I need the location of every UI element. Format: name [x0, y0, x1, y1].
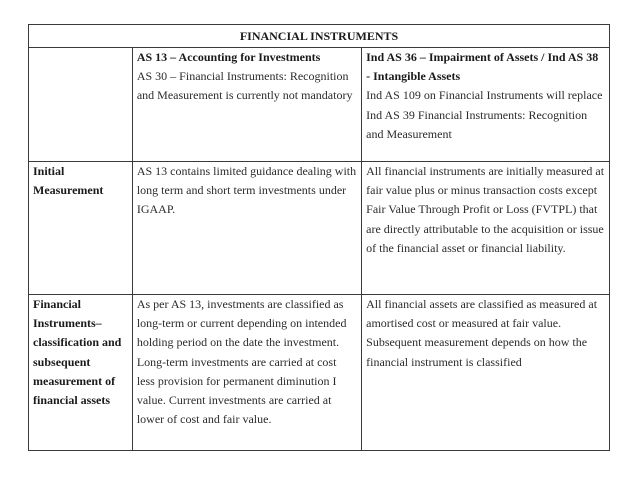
financial-instruments-table: [28, 24, 610, 451]
header-as-cell: [132, 48, 361, 162]
table-row: [29, 162, 610, 295]
row-label: Initial Measurement: [29, 162, 133, 295]
header-ind-cell: [362, 48, 610, 162]
table-title: FINANCIAL INSTRUMENTS: [29, 25, 610, 48]
header-as-title: AS 13 – Accounting for Investments: [136, 50, 321, 64]
header-empty-cell: [29, 48, 133, 162]
row-ind-cell: All financial instruments are initially measured at fair value plus or minus transaction costs except Fair Value Through Profit or Loss (FVTPL) that are directly attributable to the acquisition or issue of the financial asset or financial liability.: [362, 162, 610, 295]
header-ind-note: Ind AS 109 on Financial Instruments will replace Ind AS 39 Financial Instruments: Recognition and Measurement: [366, 88, 603, 141]
row-as-cell: As per AS 13, investments are classified as long-term or current depending on intended holding period on the date the investment. Long-term investments are carried at cost less provision for permanent diminution I value. Current investments are carried at lower of cost and fair value.: [132, 295, 361, 451]
table-row: [29, 295, 610, 451]
row-as-cell: AS 13 contains limited guidance dealing with long term and short term investments under IGAAP.: [132, 162, 361, 295]
table-header-row: [29, 48, 610, 162]
table-title-row: [29, 25, 610, 48]
header-ind-title: Ind AS 36 – Impairment of Assets / Ind AS 38 - Intangible Assets: [366, 50, 599, 84]
row-label: Financial Instruments– classification and subsequent measurement of financial assets: [29, 295, 133, 451]
row-ind-cell: All financial assets are classified as measured at amortised cost or measured at fair value. Subsequent measurement depends on how the financial instrument is classified: [362, 295, 610, 451]
header-as-note: AS 30 – Financial Instruments: Recognition and Measurement is currently not mandatory: [136, 69, 353, 103]
